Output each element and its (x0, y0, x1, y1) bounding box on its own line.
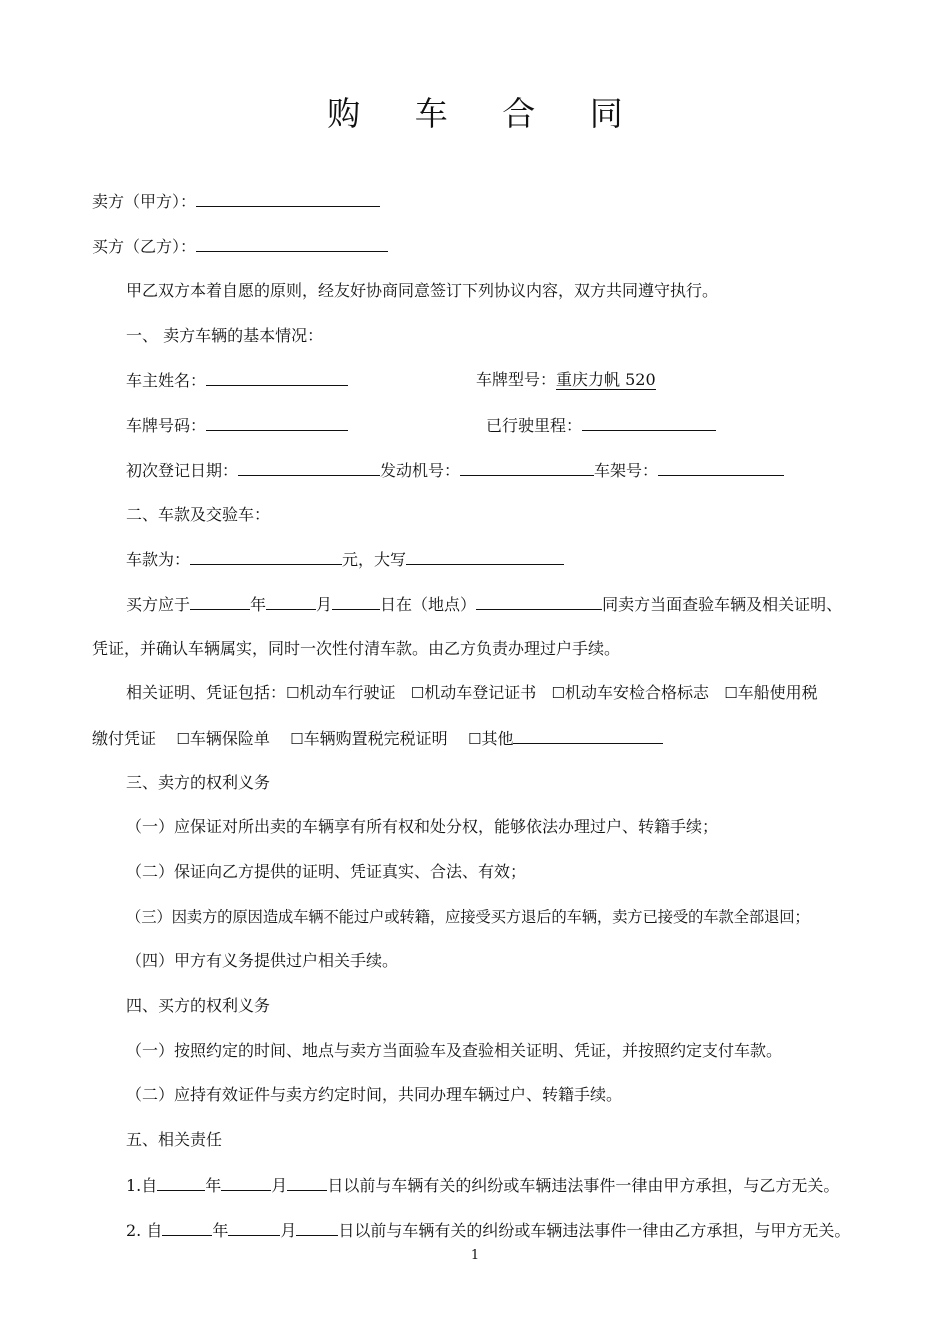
page-number: 1 (470, 1248, 480, 1263)
section4-heading: 四、买方的权利义务 (126, 996, 271, 1015)
doc-item: 车船使用税 (737, 683, 818, 702)
plate-model-label: 车牌型号： (476, 370, 557, 389)
month-label: 月 (280, 1221, 297, 1240)
day-at-label: 日在（地点） (380, 595, 477, 614)
year-label: 年 (250, 595, 267, 614)
other-doc-blank[interactable] (513, 726, 663, 744)
list-item: （四）甲方有义务提供过户相关手续。 (126, 951, 399, 970)
inspect-text: 同卖方当面查验车辆及相关证明、 (602, 595, 843, 614)
page-title: 购 车 合 同 (327, 94, 645, 133)
engine-blank[interactable] (460, 458, 594, 476)
docs-line2-prefix: 缴付凭证 (92, 729, 157, 748)
buyer-label: 买方（乙方）： (92, 237, 197, 256)
yuan-label: 元，大写 (342, 550, 407, 569)
engine-label: 发动机号： (380, 461, 461, 480)
inspect-text-continued: 凭证，并确认车辆属实，同时一次性付清车款。由乙方负责办理过户手续。 (92, 639, 621, 658)
list-item: （一）应保证对所出卖的车辆享有所有权和处分权，能够依法办理过户、转籍手续； (126, 817, 719, 836)
docs-label: 相关证明、凭证包括： (126, 683, 287, 702)
doc-item: 机动车行驶证 (299, 683, 396, 702)
section5-heading: 五、相关责任 (126, 1130, 223, 1149)
owner-name-blank[interactable] (206, 368, 348, 386)
item2-prefix: 2. 自 (126, 1221, 163, 1240)
year-label: 年 (212, 1221, 229, 1240)
doc-item: 车辆保险单 (189, 729, 270, 748)
inspect-day-blank[interactable] (332, 592, 380, 610)
list-item: （二）应持有效证件与卖方约定时间，共同办理车辆过户、转籍手续。 (126, 1085, 623, 1104)
buyer-blank[interactable] (196, 234, 388, 252)
price-label: 车款为： (126, 550, 191, 569)
item2-month-blank[interactable] (228, 1218, 280, 1236)
mileage-label: 已行驶里程： (486, 416, 583, 435)
seller-blank[interactable] (196, 189, 380, 207)
list-item: （三）因卖方的原因造成车辆不能过户或转籍，应接受买方退后的车辆，卖方已接受的车款全部退回； (126, 908, 810, 926)
frame-blank[interactable] (658, 458, 784, 476)
price-words-blank[interactable] (406, 547, 564, 565)
price-blank[interactable] (190, 547, 342, 565)
mileage-blank[interactable] (582, 413, 716, 431)
inspect-month-blank[interactable] (266, 592, 316, 610)
item1-suffix: 日以前与车辆有关的纠纷或车辆违法事件一律由甲方承担，与乙方无关。 (327, 1176, 840, 1195)
item2-year-blank[interactable] (162, 1218, 212, 1236)
owner-name-line (126, 368, 348, 393)
checkbox-icon[interactable]: ☐ (410, 684, 425, 702)
checkbox-icon[interactable]: ☐ (286, 684, 300, 702)
plate-number-blank[interactable] (206, 413, 348, 431)
doc-item: 其他 (481, 729, 514, 748)
buyer-line (92, 234, 388, 259)
intro-paragraph: 甲乙双方本着自愿的原则，经友好协商同意签订下列协议内容，双方共同遵守执行。 (126, 281, 719, 300)
liability-item-2 (126, 1218, 850, 1243)
doc-item: 机动车安检合格标志 (564, 683, 709, 702)
inspect-year-blank[interactable] (190, 592, 250, 610)
item1-day-blank[interactable] (287, 1173, 327, 1191)
seller-label: 卖方（甲方）： (92, 192, 197, 211)
checkbox-icon[interactable]: ☐ (724, 684, 738, 702)
section2-heading: 二、车款及交验车： (126, 505, 271, 524)
month-label: 月 (316, 595, 333, 614)
section3-heading: 三、卖方的权利义务 (126, 773, 271, 792)
buyer-should-label: 买方应于 (126, 595, 191, 614)
location-blank[interactable] (476, 592, 602, 610)
item1-year-blank[interactable] (157, 1173, 205, 1191)
item1-month-blank[interactable] (221, 1173, 271, 1191)
year-label: 年 (205, 1176, 222, 1195)
checkbox-icon[interactable]: ☐ (551, 684, 565, 702)
price-line (126, 547, 564, 572)
month-label: 月 (271, 1176, 288, 1195)
item2-day-blank[interactable] (296, 1218, 338, 1236)
first-reg-blank[interactable] (238, 458, 380, 476)
liability-item-1 (126, 1173, 839, 1198)
seller-line (92, 189, 380, 214)
doc-item: 车辆购置税完税证明 (303, 729, 448, 748)
mileage-line (486, 413, 716, 438)
item1-prefix: 1.自 (126, 1176, 158, 1195)
doc-item: 机动车登记证书 (424, 683, 537, 702)
plate-number-line (126, 413, 348, 438)
plate-model-line (476, 368, 656, 392)
list-item: （二）保证向乙方提供的证明、凭证真实、合法、有效； (126, 862, 527, 881)
inspection-line (126, 592, 842, 617)
plate-number-label: 车牌号码： (126, 416, 207, 435)
item2-suffix: 日以前与车辆有关的纠纷或车辆违法事件一律由乙方承担，与甲方无关。 (338, 1221, 851, 1240)
docs-line-1 (126, 681, 818, 705)
owner-name-label: 车主姓名： (126, 371, 207, 390)
plate-model-value: 重庆力帆 520 (556, 370, 656, 389)
section1-heading: 一、 卖方车辆的基本情况： (126, 326, 324, 345)
checkbox-icon[interactable]: ☐ (290, 730, 304, 748)
first-reg-label: 初次登记日期： (126, 461, 239, 480)
registration-line (126, 458, 784, 483)
docs-line-2 (92, 726, 663, 751)
checkbox-icon[interactable]: ☐ (176, 730, 190, 748)
checkbox-icon[interactable]: ☐ (467, 730, 482, 748)
frame-label: 车架号： (594, 461, 659, 480)
list-item: （一）按照约定的时间、地点与卖方当面验车及查验相关证明、凭证，并按照约定支付车款。 (126, 1041, 783, 1060)
